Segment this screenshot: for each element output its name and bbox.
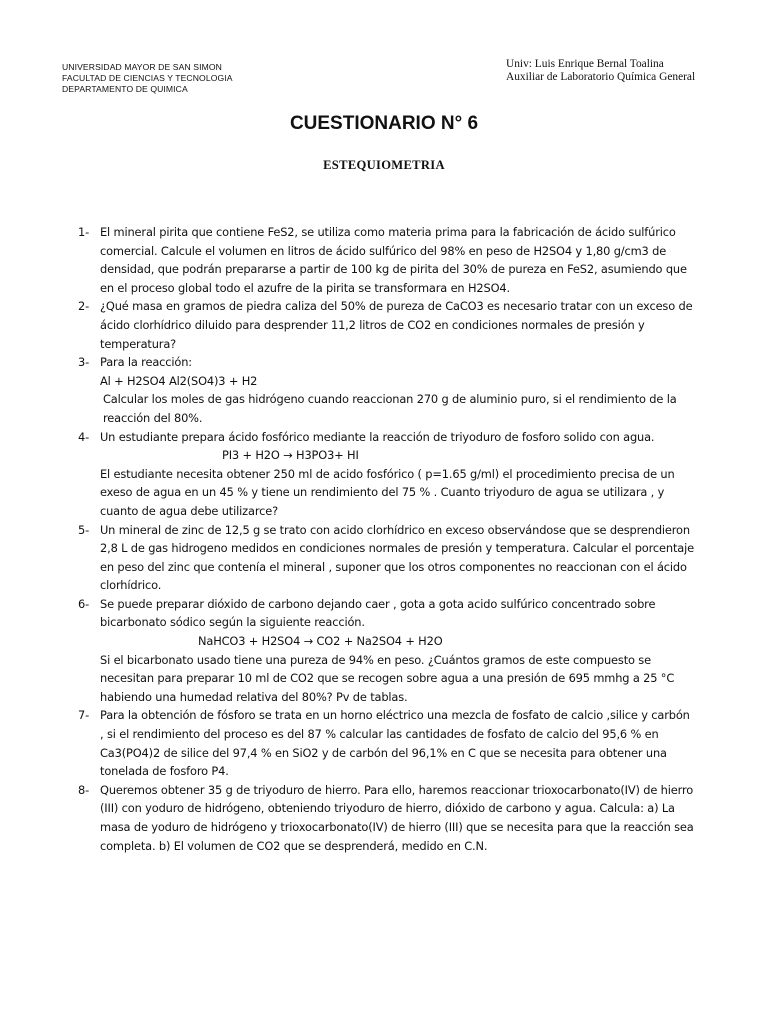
page-subtitle: ESTEQUIOMETRIA [323,158,445,172]
question-number: 3- [78,355,90,370]
question-text: Si el bicarbonato usado tiene una pureza de 94% en peso. ¿Cuántos gramos de este compuesto se necesitan para preparar 10 ml de CO2 que se recogen sobre agua a una presión de 695 mmhg a 25 °C habiendo una humedad relativa del 80%? Pv de tablas. [100,652,675,704]
question-list [78,223,696,855]
question-6 [78,595,696,707]
question-text: Queremos obtener 35 g de triyoduro de hierro. Para ello, haremos reaccionar trioxocarbonato(IV) de hierro (III) con yoduro de hidrógeno, obteniendo triyoduro de hierro, dióxido de carbono y agua. Calcula: a) La masa de yoduro de hidrógeno y trioxocarbonato(IV) de hierro (III) que se necesita para que la reacción sea completa. b) El volumen de CO2 que se desprenderá, medido en C.N. [100,782,694,853]
question-8 [78,781,696,855]
question-text: Para la obtención de fósforo se trata en un horno eléctrico una mezcla de fosfato de calcio ,silice y carbón , si el rendimiento del proceso es del 87 % calcular las cantidades de fosfato de calcio del 95,6 % en Ca3(PO4)2 de silice del 97,4 % en SiO2 y de carbón del 96,1% en C que se necesita para obtener una tonelada de fosforo P4. [100,708,690,779]
question-text: Un estudiante prepara ácido fosfórico mediante la reacción de triyoduro de fosforo solido con agua. [100,429,655,444]
question-text: El estudiante necesita obtener 250 ml de acido fosfórico ( p=1.65 g/ml) el procedimiento precisa de un exeso de agua en un 45 % y tiene un rendimiento del 75 % . Cuanto triyoduro de agua se utilizara , y cuanto de agua debe utilizarce? [100,466,675,518]
question-number: 7- [78,708,90,723]
reaction-equation: NaHCO3 + H2SO4 → CO2 + Na2SO4 + H2O [198,634,443,649]
question-number: 2- [78,299,90,314]
question-3 [78,353,696,427]
question-text: Se puede preparar dióxido de carbono dejando caer , gota a gota acido sulfúrico concentrado sobre bicarbonato sódico según la siguiente reacción. [100,596,656,630]
page-title: CUESTIONARIO N° 6 [289,113,479,134]
author-header [506,58,695,84]
question-text: Calcular los moles de gas hidrógeno cuando reaccionan 270 g de aluminio puro, si el rendimiento de la reacción del 80%. [103,392,677,425]
question-text: ¿Qué masa en gramos de piedra caliza del 50% de pureza de CaCO3 es necesario tratar con un exceso de ácido clorhídrico diluido para desprender 11,2 litros de CO2 en condiciones normales de presión y temperatura? [100,299,693,351]
question-text: El mineral pirita que contiene FeS2, se utiliza como materia prima para la fabricación de ácido sulfúrico comercial. Calcule el volumen en litros de ácido sulfúrico del 98% en peso de H2SO4 y 1,80 g/cm3 de densidad, que podrán prepararse a partir de 100 kg de pirita del 30% de pureza en FeS2, asumiendo que en el proceso global todo el azufre de la pirita se transformara en H2SO4. [100,225,687,295]
institution-line: DEPARTAMENTO DE QUIMICA [62,84,188,94]
question-4 [78,428,696,521]
question-number: 6- [78,596,90,611]
institution-header [62,62,233,95]
question-7 [78,706,696,780]
institution-line: UNIVERSIDAD MAYOR DE SAN SIMON [62,62,222,72]
question-text: Para la reacción: [100,355,192,370]
author-line: Univ: Luis Enrique Bernal Toalina [506,58,664,70]
question-number: 8- [78,782,90,797]
question-5 [78,521,696,595]
reaction-equation: PI3 + H2O → H3PO3+ HI [222,448,359,463]
author-line: Auxiliar de Laboratorio Química General [506,71,696,83]
institution-line: FACULTAD DE CIENCIAS Y TECNOLOGIA [62,73,233,83]
question-2 [78,297,696,353]
question-1 [78,223,696,297]
question-number: 1- [78,225,90,239]
question-text: Un mineral de zinc de 12,5 g se trato con acido clorhídrico en exceso observándose que se desprendieron 2,8 L de gas hidrogeno medidos en condiciones normales de presión y temperatura. Calcular el porcentaje en peso del zinc que contenía el mineral , suponer que los otros componentes no reaccionan con el ácido clorhídrico. [100,522,694,593]
question-number: 4- [78,429,90,444]
reaction-equation: Al + H2SO4 Al2(SO4)3 + H2 [100,373,258,388]
question-number: 5- [78,522,90,537]
